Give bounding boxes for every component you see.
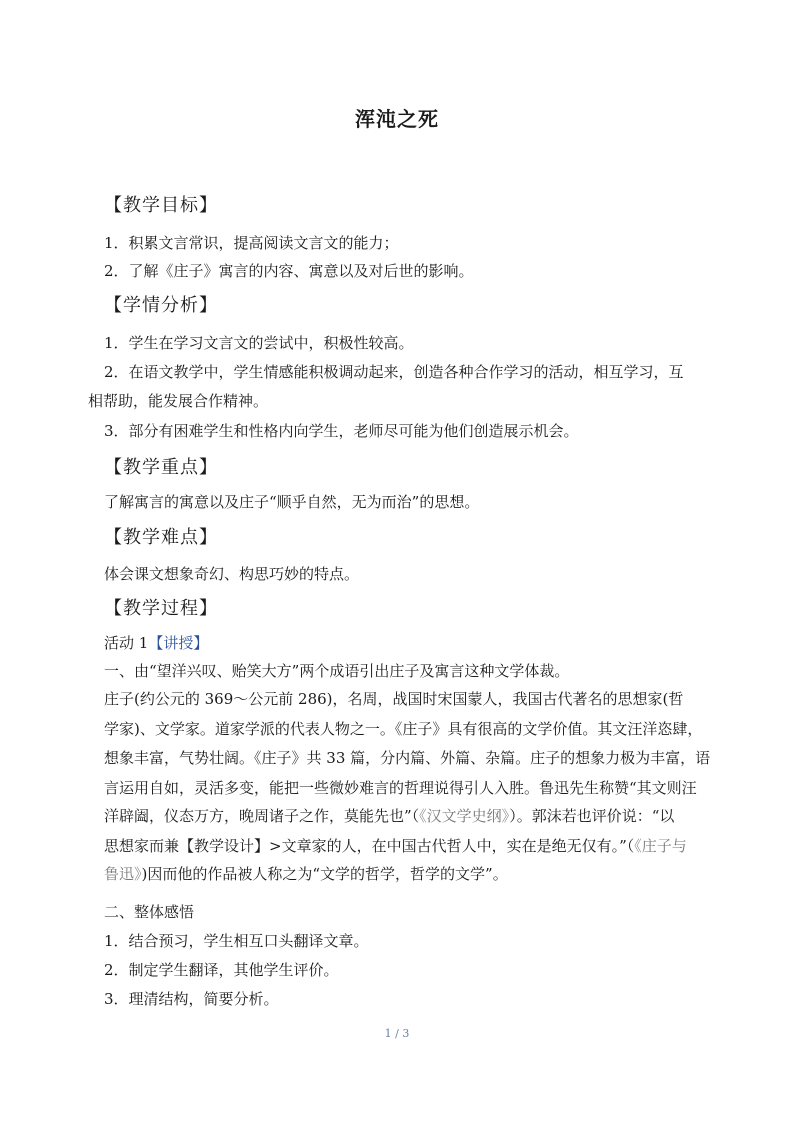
heading-student-analysis: 【学情分析】 — [104, 295, 218, 316]
para-line-3: 想象丰富，气势壮阔。《庄子》共 33 篇，分内篇、外篇、杂篇。庄子的想象力极为丰富，语 — [104, 749, 711, 767]
para-line-6-a: 思想家而兼 — [104, 837, 180, 855]
goal-item-1: 1．积累文言常识，提高阅读文言文的能力； — [104, 234, 399, 252]
book-reference-1: 《汉文学史纲》 — [419, 807, 510, 825]
page-title: 浑沌之死 — [355, 107, 439, 131]
goal-item-2: 2．了解《庄子》寓言的内容、寓意以及对后世的影响。 — [104, 262, 474, 280]
heading-difficulties: 【教学难点】 — [104, 527, 218, 548]
heading-teaching-process: 【教学过程】 — [104, 598, 218, 619]
para-line-5-c: ）。郭沫若也评价说：“以 — [509, 807, 675, 825]
heading-teaching-goals: 【教学目标】 — [104, 195, 218, 216]
analysis-item-2: 2．在语文教学中，学生情感能积极调动起来，创造各种合作学习的活动，相互学习，互 — [104, 363, 684, 381]
overall-item-1: 1．结合预习，学生相互口头翻译文章。 — [104, 932, 369, 950]
overall-item-2: 2．制定学生翻译，其他学生评价。 — [104, 961, 339, 979]
analysis-item-1: 1．学生在学习文言文的尝试中，积极性较高。 — [104, 334, 414, 352]
para-line-5-a: 洋辟阖，仪态万方，晚周诸子之作，莫能先也”（ — [104, 807, 420, 825]
para-line-2: 学家)、文学家。道家学派的代表人物之一。《庄子》具有很高的文学价值。其文汪洋恣肆， — [104, 720, 703, 738]
para-line-6-c: >文章家的人，在中国古代哲人中，实在是绝无仅有。”（ — [269, 837, 635, 855]
design-tag: 【教学设计】 — [179, 837, 270, 855]
para-line-5 — [104, 806, 674, 826]
page-number: 1 / 3 — [384, 1027, 410, 1040]
overall-item-3: 3．理清结构，简要分析。 — [104, 990, 279, 1008]
analysis-item-2-cont: 相帮助，能发展合作精神。 — [88, 392, 269, 410]
activity-tag: 【讲授】 — [148, 634, 209, 652]
para-line-1: 庄子(约公元的 369～公元前 286)，名周，战国时宋国蒙人，我国古代著名的思想家(哲 — [104, 690, 684, 708]
activity-label: 活动 1 — [104, 634, 149, 652]
activity-line — [104, 633, 208, 653]
para-line-4: 言运用自如，灵活多变，能把一些微妙难言的哲理说得引人入胜。鲁迅先生称赞“其文则汪 — [104, 779, 697, 797]
para-line-7-b: )因而他的作品被人称之为“文学的哲学，哲学的文学”。 — [141, 865, 508, 883]
para-line-6 — [104, 836, 687, 856]
key-points-text: 了解寓言的寓意以及庄子“顺乎自然，无为而治”的思想。 — [104, 493, 480, 511]
heading-key-points: 【教学重点】 — [104, 457, 218, 478]
analysis-item-3: 3．部分有困难学生和性格内向学生，老师尽可能为他们创造展示机会。 — [104, 422, 579, 440]
para-line-7 — [104, 864, 508, 884]
overall-heading: 二、整体感悟 — [104, 903, 195, 921]
book-reference-2-end: 鲁迅》 — [104, 865, 142, 883]
difficulties-text: 体会课文想象奇幻、构思巧妙的特点。 — [104, 565, 360, 583]
intro-line: 一、由“望洋兴叹、贻笑大方”两个成语引出庄子及寓言这种文学体裁。 — [104, 662, 570, 680]
book-reference-2-start: 《庄子与 — [634, 837, 687, 855]
